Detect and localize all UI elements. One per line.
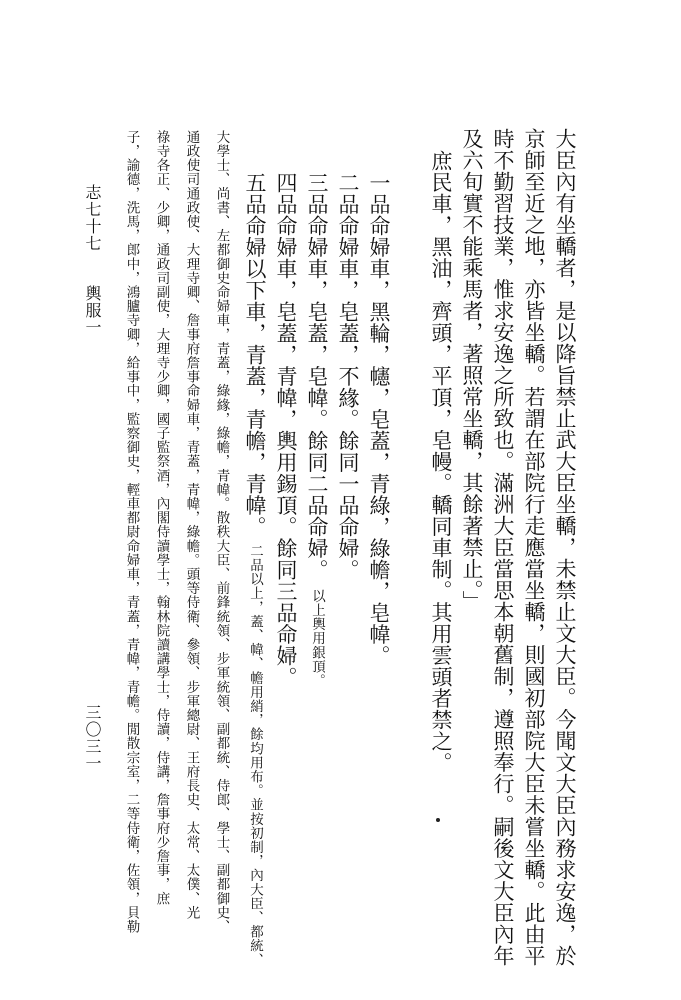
main-text-column-2: 京師至近之地，亦皆坐轎。若謂在部院行走應當坐轎，則國初部院大臣未嘗坐轎。此由平 — [522, 128, 546, 967]
rank-column-5-note: 二品以上，蓋、幃、幨用綃，餘均用布。並按初制，內大臣、都統、 — [247, 543, 263, 967]
rank-column-1 — [368, 172, 389, 667]
rank-column-3 — [306, 172, 327, 687]
ink-dot — [436, 818, 440, 822]
rank-column-5-text: 五品命婦以下車，青蓋，青幨，青幃。 — [243, 172, 267, 538]
annotation-column-2: 通政使司通政使、大理寺卿、詹事府詹事命婦車，青蓋，青幃，綠幨。頭等侍衛、參領、步軍總尉、王府長史、太常、太僕、光 — [183, 130, 200, 920]
main-text-column-4: 及六旬實不能乘馬者，著照常坐轎，其餘著禁止。」 — [460, 128, 484, 612]
footer-page-number: 三〇三一 — [83, 704, 102, 772]
rank-column-5 — [244, 172, 265, 967]
annotation-column-3: 祿寺各正、少卿，通政司副使，大理寺少卿，國子監祭酒，內閣侍讀學士，翰林院讀講學士，侍讀，侍講，詹事府少詹事，庶 — [153, 130, 170, 906]
rank-column-3-note: 以上輿用銀頂。 — [309, 588, 325, 688]
annotation-column-4: 子，諭德，洗馬，郎中，鴻臚寺卿，給事中，監察御史，輕車都尉命婦車，青蓋，青幃，青幨。閒散宗室，二等侍衛，佐領，貝勒 — [123, 130, 140, 934]
main-text-column-3: 時不勤習技業，惟求安逸之所致也。滿洲大臣當思本朝舊制，遵照奉行。嗣後文大臣內年 — [491, 128, 515, 967]
rank-column-3-text: 三品命婦車，皂蓋，皂幃。餘同二品命婦。 — [305, 172, 329, 581]
footer-section: 輿服一 — [83, 285, 102, 336]
footer-volume: 志七十七 — [83, 184, 102, 252]
rank-column-1-text: 一品命婦車，黑輪，幰，皂蓋，青綠，綠幨，皂幃。 — [367, 172, 391, 667]
main-text-column-5: 庶民車，黑油，齊頭，平頂，皂幔。轎同車制。其用雲頭者禁之。 — [429, 150, 453, 774]
rank-column-2 — [337, 172, 358, 581]
rank-column-2-text: 二品命婦車，皂蓋，不緣。餘同一品命婦。 — [336, 172, 360, 581]
annotation-column-1: 大學士、尚書、左都御史命婦車，青蓋，綠緣，綠幨，青幃。散秩大臣、前鋒統領、步軍統領、副都統、侍郎、學士、副都御史、 — [213, 130, 230, 934]
rank-column-4-text: 四品命婦車，皂蓋，青幃，輿用錫頂。餘同三品命婦。 — [274, 172, 298, 688]
rank-column-4 — [275, 172, 296, 688]
main-text-column-1: 大臣內有坐轎者，是以降旨禁止武大臣坐轎，未禁止文大臣。今聞文大臣內務求安逸，於 — [553, 128, 577, 967]
